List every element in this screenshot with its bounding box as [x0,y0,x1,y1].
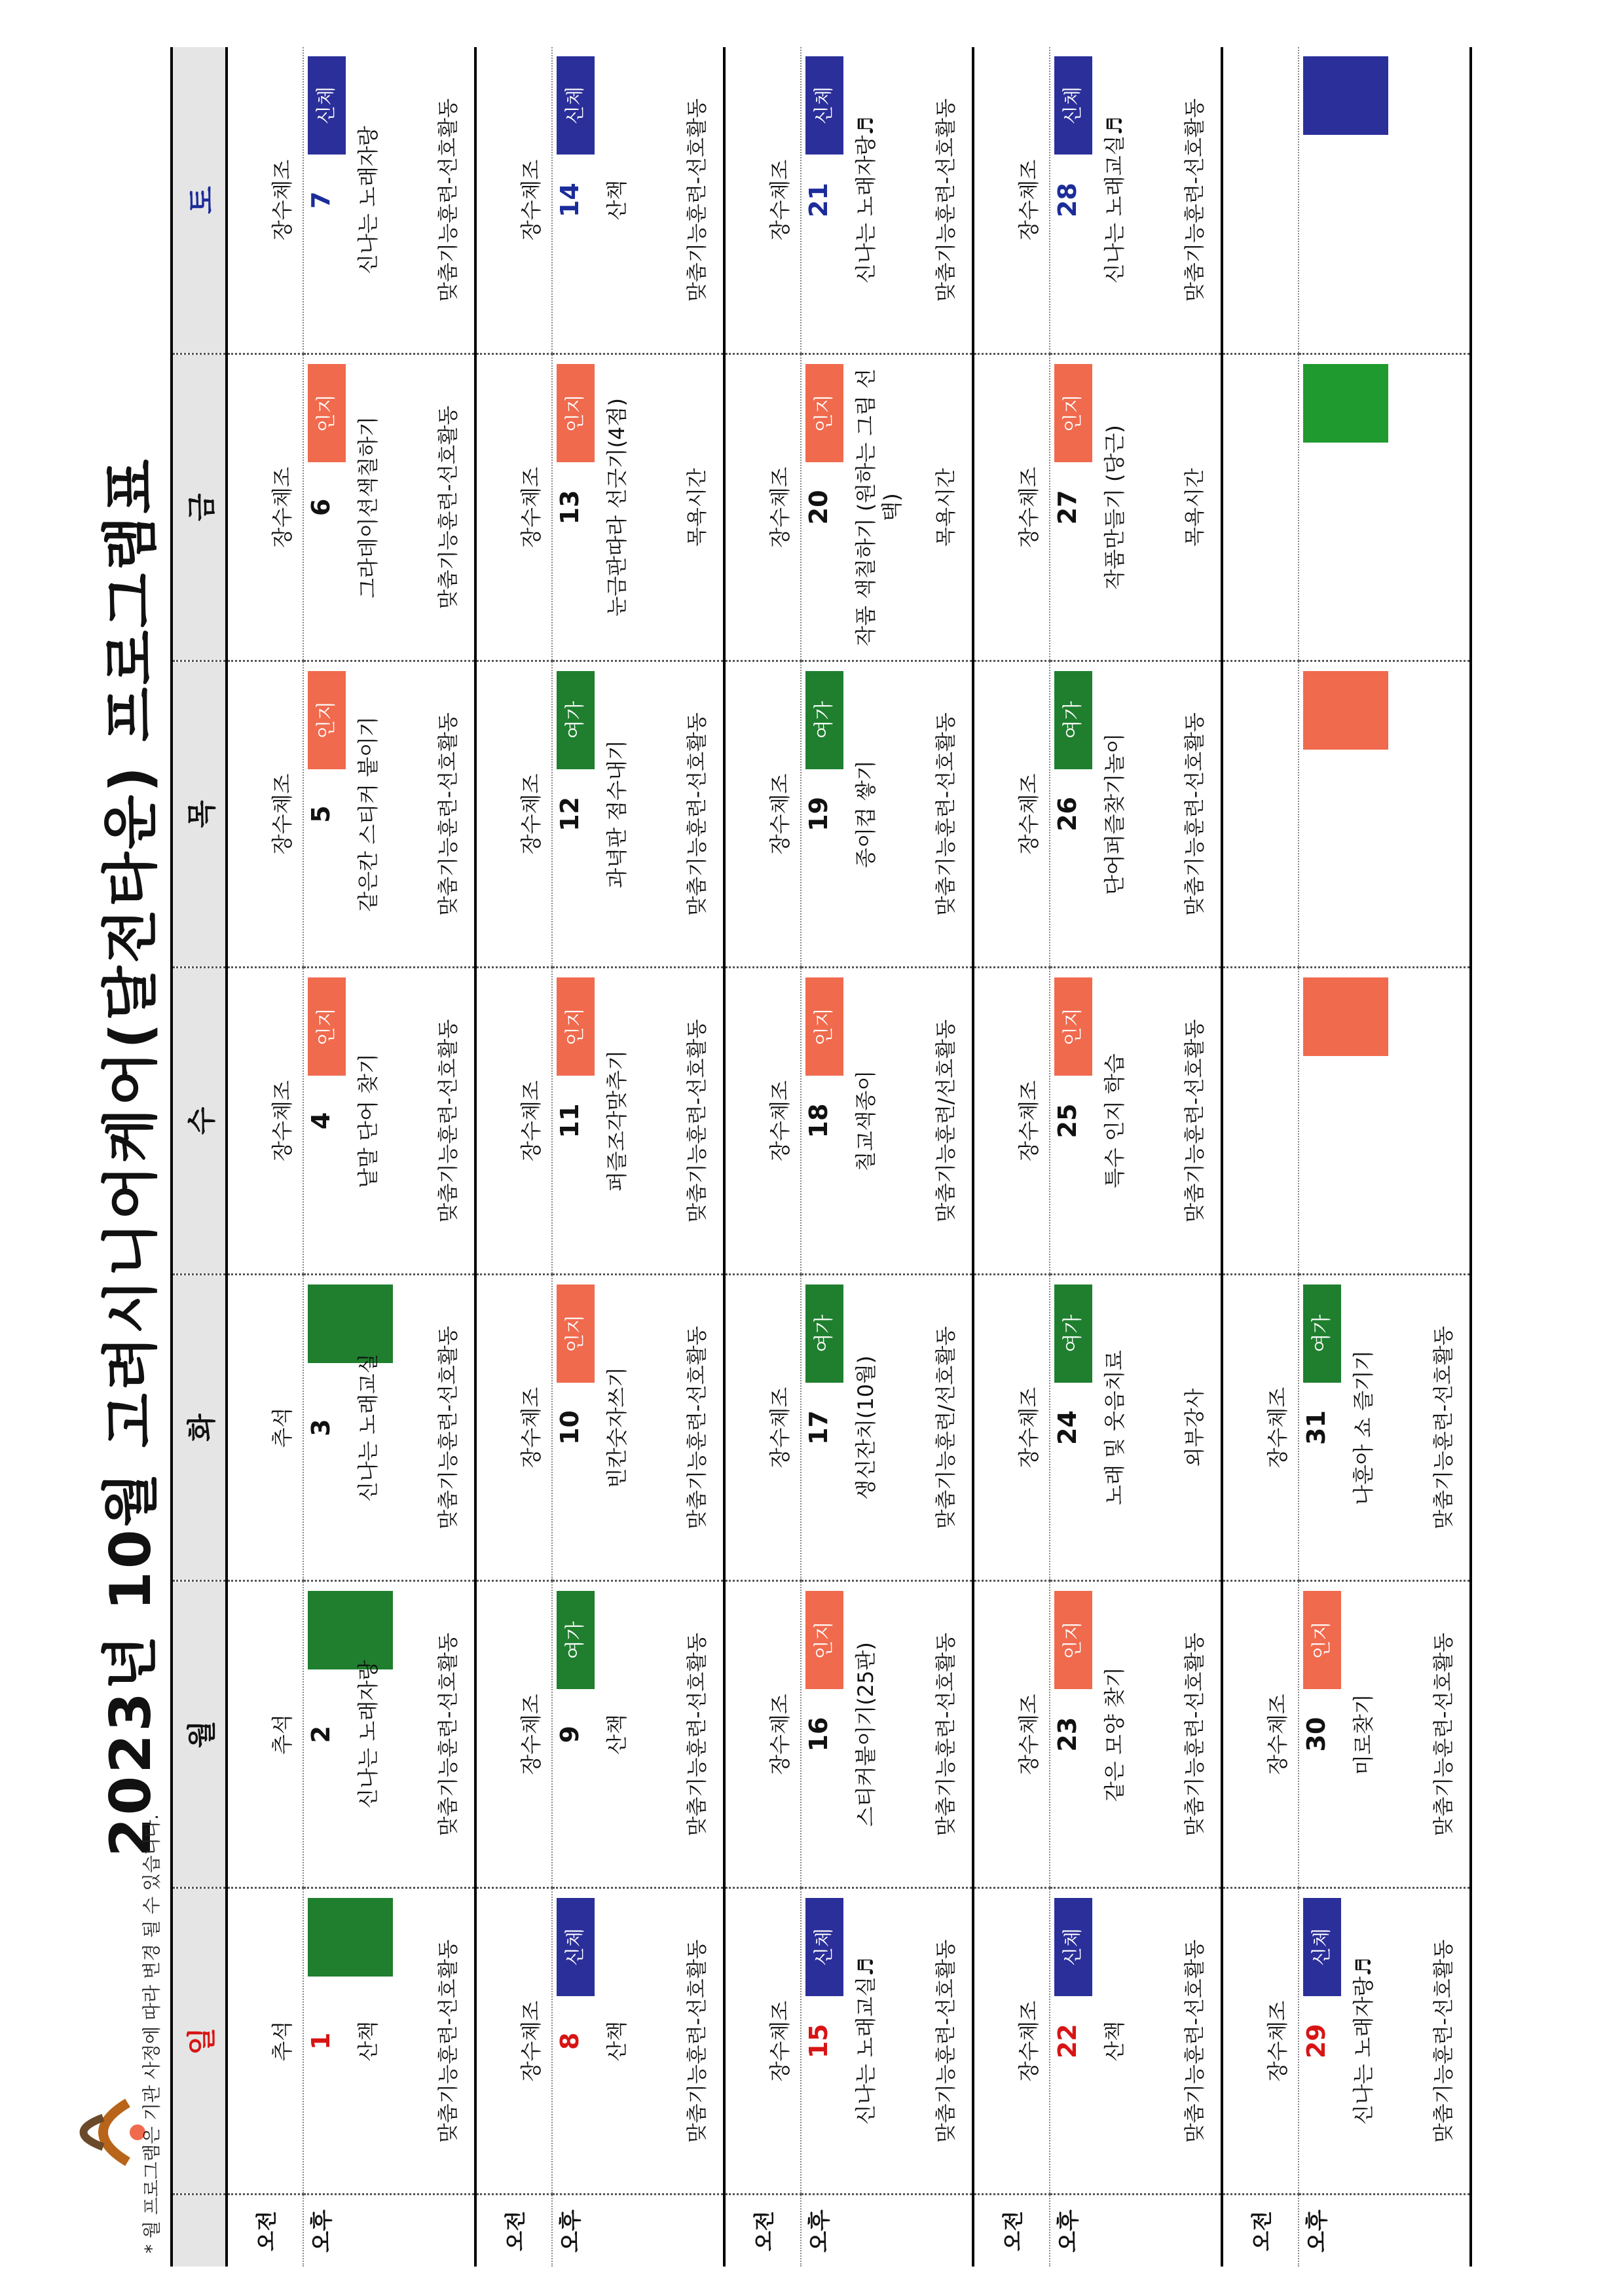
week-2-am-row [475,47,552,2267]
pm-activity: 스티커붙이기(25판) [853,1642,878,1827]
pm-activity: 과녁판 점수내기 [604,740,629,888]
am-activity: 장수체조 [270,159,295,241]
pm-activity: 신나는 노래교실 [356,1353,380,1502]
am-activity: 장수체조 [1016,1387,1041,1468]
day-number: 28 [1053,183,1082,218]
day-am-cell [1222,354,1299,661]
category-tag [1303,56,1388,135]
pm-activity: 종이컵 쌓기 [853,760,878,868]
day-number: 19 [804,797,833,831]
day-am-cell [973,1887,1050,2195]
day-number: 22 [1053,2024,1082,2059]
category-tag [1303,977,1388,1056]
am-activity: 장수체조 [1016,467,1041,548]
day-am-cell [227,47,303,354]
am-activity: 장수체조 [767,1080,792,1161]
category-tag: 신체 [1054,56,1092,155]
day-am-cell [227,968,303,1275]
day-am-cell [973,1581,1050,1888]
category-tag: 신체 [308,56,346,155]
day-am-cell [973,661,1050,968]
day-pm-cell [1050,1274,1222,1581]
day-number: 15 [804,2024,833,2059]
week-1-am-row [227,47,303,2267]
day-am-cell [1222,1274,1299,1581]
am-activity: 장수체조 [1265,1694,1290,1775]
am-activity: 추석 [270,1714,295,1755]
category-tag: 신체 [557,56,595,155]
pm-extra-activity: 맞춤기능훈련-선호활동 [437,1939,460,2143]
week-4-am-row [973,47,1050,2267]
day-pm-cell [552,47,724,354]
pm-label: 오후 [552,2195,724,2267]
weekday-4: 목 [173,661,227,968]
category-tag: 인지 [805,977,843,1076]
day-am-cell [973,354,1050,661]
pm-extra-activity: 맞춤기능훈련-선호활동 [1183,1632,1207,1836]
category-tag: 인지 [557,364,595,462]
am-activity: 장수체조 [1265,1387,1290,1468]
pm-extra-activity: 맞춤기능훈련-선호활동 [1183,712,1207,916]
category-tag: 여가 [1054,671,1092,769]
am-activity: 장수체조 [1016,2000,1041,2082]
day-number: 20 [804,490,833,525]
day-pm-cell [1299,47,1471,354]
pm-extra-activity: 맞춤기능훈련-선호활동 [934,712,958,916]
day-number: 9 [555,1725,584,1743]
weekday-3: 수 [173,968,227,1275]
day-am-cell [1222,661,1299,968]
day-number: 7 [306,191,335,209]
pm-activity: 신나는 노래교실♬ [1102,116,1127,284]
pm-extra-activity: 맞춤기능훈련-선호활동 [934,1939,958,2143]
am-activity: 장수체조 [1016,1694,1041,1775]
day-pm-cell [801,968,973,1275]
day-pm-cell [801,1887,973,2195]
category-tag: 신체 [805,56,843,155]
notice-text: * 월 프로그램은 기관 사정에 따라 변경 될 수 있습니다. [141,1813,162,2253]
am-activity: 장수체조 [1016,159,1041,241]
pm-extra-activity: 맞춤기능훈련-선호활동 [686,1326,709,1529]
day-pm-cell [801,47,973,354]
pm-label: 오후 [801,2195,973,2267]
day-pm-cell [1050,661,1222,968]
day-pm-cell [303,47,475,354]
weekday-6: 토 [173,47,227,354]
day-number: 10 [555,1410,584,1446]
pm-activity: 나훈아 쇼 즐기기 [1351,1350,1376,1505]
day-number: 8 [555,2032,584,2050]
day-am-cell [724,354,801,661]
day-am-cell [475,1581,552,1888]
pm-activity: 같은 모양 찾기 [1102,1667,1127,1802]
day-pm-cell [1299,1887,1471,2195]
day-pm-cell [1050,354,1222,661]
day-am-cell [724,661,801,968]
pm-activity: 작품만들기 (당근) [1102,425,1127,590]
day-am-cell [724,47,801,354]
am-activity: 장수체조 [519,467,544,548]
pm-extra-activity: 맞춤기능훈련/선호활동 [934,1019,958,1222]
day-pm-cell [303,354,475,661]
weekday-1: 월 [173,1581,227,1888]
week-5-am-row [1222,47,1299,2267]
day-am-cell [475,968,552,1275]
day-number: 4 [306,1112,335,1130]
pm-activity: 같은칸 스티커 붙이기 [356,716,380,912]
day-pm-cell [1299,968,1471,1275]
pm-activity: 노래 및 웃음치료 [1102,1350,1127,1505]
pm-activity: 산책 [604,2020,629,2062]
day-am-cell [724,1581,801,1888]
day-am-cell [227,1274,303,1581]
day-am-cell [973,47,1050,354]
category-tag: 여가 [1054,1285,1092,1383]
day-number: 6 [306,498,335,517]
category-tag: 신체 [805,1898,843,1996]
day-pm-cell [1050,47,1222,354]
am-activity: 장수체조 [519,2000,544,2082]
header [39,47,173,2267]
pm-activity: 신나는 노래자랑 [356,1660,380,1809]
pm-extra-activity: 맞춤기능훈련-선호활동 [1183,98,1207,302]
pm-extra-activity: 맞춤기능훈련-선호활동 [1432,1632,1456,1836]
category-tag: 인지 [805,1591,843,1689]
pm-activity: 퍼즐조각맞추기 [604,1049,629,1192]
week-4-pm-row [1050,47,1222,2267]
pm-label: 오후 [1050,2195,1222,2267]
category-tag: 인지 [805,364,843,462]
am-activity: 장수체조 [519,1694,544,1775]
pm-extra-activity: 목욕시간 [934,468,958,547]
day-pm-cell [303,1274,475,1581]
category-tag [1303,671,1388,750]
category-tag: 인지 [308,671,346,769]
am-label: 오전 [724,2195,801,2267]
am-activity: 장수체조 [1016,1080,1041,1161]
category-tag: 신체 [557,1898,595,1996]
am-activity: 장수체조 [767,2000,792,2082]
pm-activity: 낱말 단어 찾기 [356,1053,380,1188]
week-3-pm-row [801,47,973,2267]
day-number: 23 [1053,1717,1082,1752]
day-number: 27 [1053,490,1082,525]
pm-extra-activity: 맞춤기능훈련-선호활동 [686,1632,709,1836]
day-number: 18 [804,1103,833,1139]
pm-extra-activity: 맞춤기능훈련-선호활동 [437,712,460,916]
pm-activity: 신나는 노래자랑♬ [1351,1958,1376,2125]
pm-extra-activity: 목욕시간 [1183,468,1207,547]
pm-extra-activity: 맞춤기능훈련-선호활동 [686,1939,709,2143]
day-am-cell [1222,47,1299,354]
day-number: 25 [1053,1103,1082,1139]
week-3-am-row [724,47,801,2267]
pm-extra-activity: 맞춤기능훈련-선호활동 [934,1632,958,1836]
day-number: 3 [306,1419,335,1436]
day-number: 2 [306,1725,335,1743]
pm-activity: 작품 색칠하기 (원하는 그림 선택) [853,368,904,646]
weekday-5: 금 [173,354,227,661]
day-number: 30 [1302,1717,1331,1752]
category-tag: 인지 [308,977,346,1076]
day-pm-cell [801,1274,973,1581]
day-am-cell [475,47,552,354]
day-pm-cell [303,1581,475,1888]
am-activity: 장수체조 [1265,2000,1290,2082]
pm-label: 오후 [303,2195,475,2267]
day-pm-cell [801,661,973,968]
day-number: 16 [804,1717,833,1752]
category-tag: 인지 [1054,977,1092,1076]
pm-activity: 특수 인지 학습 [1102,1053,1127,1188]
category-tag: 인지 [1303,1591,1341,1689]
am-activity: 장수체조 [1016,773,1041,855]
day-pm-cell [1299,1581,1471,1888]
pm-activity: 눈금판따라 선긋기(4점) [604,398,629,617]
day-am-cell [724,1274,801,1581]
category-tag: 여가 [805,1285,843,1383]
pm-extra-activity: 맞춤기능훈련/선호활동 [934,1326,958,1529]
weekday-header-row [173,47,227,2267]
day-am-cell [227,1581,303,1888]
pm-activity: 생신잔치(10월) [853,1355,878,1500]
day-pm-cell [801,1581,973,1888]
day-pm-cell [1299,354,1471,661]
pm-extra-activity: 맞춤기능훈련-선호활동 [437,405,460,610]
day-number: 29 [1302,2024,1331,2059]
calendar-table [173,47,1472,2267]
day-am-cell [227,661,303,968]
pm-extra-activity: 맞춤기능훈련-선호활동 [437,1019,460,1223]
am-activity: 장수체조 [519,1387,544,1468]
day-pm-cell [303,1887,475,2195]
category-tag: 여가 [805,671,843,769]
day-pm-cell [552,1887,724,2195]
am-activity: 장수체조 [767,1694,792,1775]
day-pm-cell [1050,1887,1222,2195]
category-tag: 신체 [1303,1898,1341,1996]
am-label: 오전 [973,2195,1050,2267]
pm-activity: 그라데이션색칠하기 [356,416,380,599]
day-am-cell [475,354,552,661]
day-number: 17 [804,1410,833,1446]
day-number: 5 [306,805,335,823]
category-tag: 인지 [1054,364,1092,462]
week-1-pm-row [303,47,475,2267]
day-number: 26 [1053,797,1082,831]
day-am-cell [227,1887,303,2195]
rotated-schedule [39,47,1585,2267]
category-tag: 인지 [557,1285,595,1383]
pm-activity: 빈칸숫자쓰기 [604,1366,629,1489]
am-activity: 장수체조 [519,1080,544,1161]
pm-activity: 산책 [356,2020,380,2062]
day-am-cell [475,1274,552,1581]
pm-extra-activity: 맞춤기능훈련-선호활동 [437,1632,460,1836]
pm-extra-activity: 맞춤기능훈련-선호활동 [686,712,709,916]
day-pm-cell [552,968,724,1275]
day-number: 24 [1053,1410,1082,1446]
day-pm-cell [303,968,475,1275]
day-pm-cell [303,661,475,968]
am-activity: 장수체조 [767,773,792,855]
am-activity: 장수체조 [519,159,544,241]
category-tag: 인지 [557,977,595,1076]
day-number: 12 [555,797,584,831]
day-am-cell [973,1274,1050,1581]
day-am-cell [724,968,801,1275]
day-pm-cell [552,1274,724,1581]
day-am-cell [1222,1887,1299,2195]
pm-extra-activity: 맞춤기능훈련-선호활동 [1183,1939,1207,2143]
am-activity: 장수체조 [270,773,295,855]
am-label: 오전 [227,2195,303,2267]
day-am-cell [973,968,1050,1275]
category-tag: 인지 [1054,1591,1092,1689]
pm-activity: 단어퍼즐찾기놀이 [1102,733,1127,896]
day-am-cell [724,1887,801,2195]
pm-activity: 신나는 노래교실♬ [853,1958,878,2125]
am-activity: 추석 [270,2020,295,2062]
day-pm-cell [552,1581,724,1888]
day-number: 11 [555,1103,584,1139]
pm-extra-activity: 맞춤기능훈련-선호활동 [686,1019,709,1223]
category-tag: 여가 [1303,1285,1341,1383]
day-am-cell [1222,968,1299,1275]
am-label: 오전 [475,2195,552,2267]
pm-extra-activity: 맞춤기능훈련-선호활동 [1183,1019,1207,1223]
am-activity: 장수체조 [767,467,792,548]
am-activity: 장수체조 [270,1080,295,1161]
week-2-pm-row [552,47,724,2267]
day-pm-cell [1299,661,1471,968]
page-title: 2023년 10월 고려시니어케어(달전타운) 프로그램표 [98,456,164,1857]
am-activity: 장수체조 [767,1387,792,1468]
pm-extra-activity: 맞춤기능훈련-선호활동 [934,98,958,302]
pm-activity: 신나는 노래자랑♬ [853,116,878,284]
pm-activity: 산책 [604,179,629,221]
day-pm-cell [552,661,724,968]
am-label: 오전 [1222,2195,1299,2267]
pm-extra-activity: 외부강사 [1183,1388,1207,1467]
am-activity: 추석 [270,1407,295,1448]
category-tag [1303,364,1388,443]
am-activity: 장수체조 [767,159,792,241]
day-pm-cell [1299,1274,1471,1581]
category-tag: 인지 [308,364,346,462]
corner-cell [173,2195,227,2267]
weekday-0: 일 [173,1887,227,2195]
pm-extra-activity: 맞춤기능훈련-선호활동 [1432,1939,1456,2143]
day-am-cell [475,1887,552,2195]
category-tag: 신체 [1054,1898,1092,1996]
pm-activity: 칠교색종이 [853,1070,878,1172]
pm-activity: 미로찾기 [1351,1694,1376,1775]
day-am-cell [1222,1581,1299,1888]
pm-extra-activity: 맞춤기능훈련-선호활동 [437,1326,460,1529]
day-number: 14 [555,183,584,218]
am-activity: 장수체조 [270,467,295,548]
day-am-cell [227,354,303,661]
pm-extra-activity: 목욕시간 [686,468,709,547]
pm-extra-activity: 맞춤기능훈련-선호활동 [437,98,460,302]
am-activity: 장수체조 [519,773,544,855]
pm-activity: 산책 [1102,2020,1127,2062]
pm-activity: 신나는 노래자랑 [356,126,380,274]
day-number: 1 [306,2032,335,2050]
day-number: 21 [804,183,833,218]
pm-label: 오후 [1299,2195,1471,2267]
category-tag: 여가 [557,671,595,769]
pm-activity: 산책 [604,1714,629,1755]
day-pm-cell [1050,1581,1222,1888]
day-pm-cell [801,354,973,661]
week-5-pm-row [1299,47,1471,2267]
day-pm-cell [552,354,724,661]
pm-extra-activity: 맞춤기능훈련-선호활동 [686,98,709,302]
category-tag: 여가 [557,1591,595,1689]
day-number: 31 [1302,1410,1331,1446]
day-am-cell [475,661,552,968]
weekday-2: 화 [173,1274,227,1581]
pm-extra-activity: 맞춤기능훈련-선호활동 [1432,1326,1456,1529]
day-pm-cell [1050,968,1222,1275]
day-number: 13 [555,490,584,525]
